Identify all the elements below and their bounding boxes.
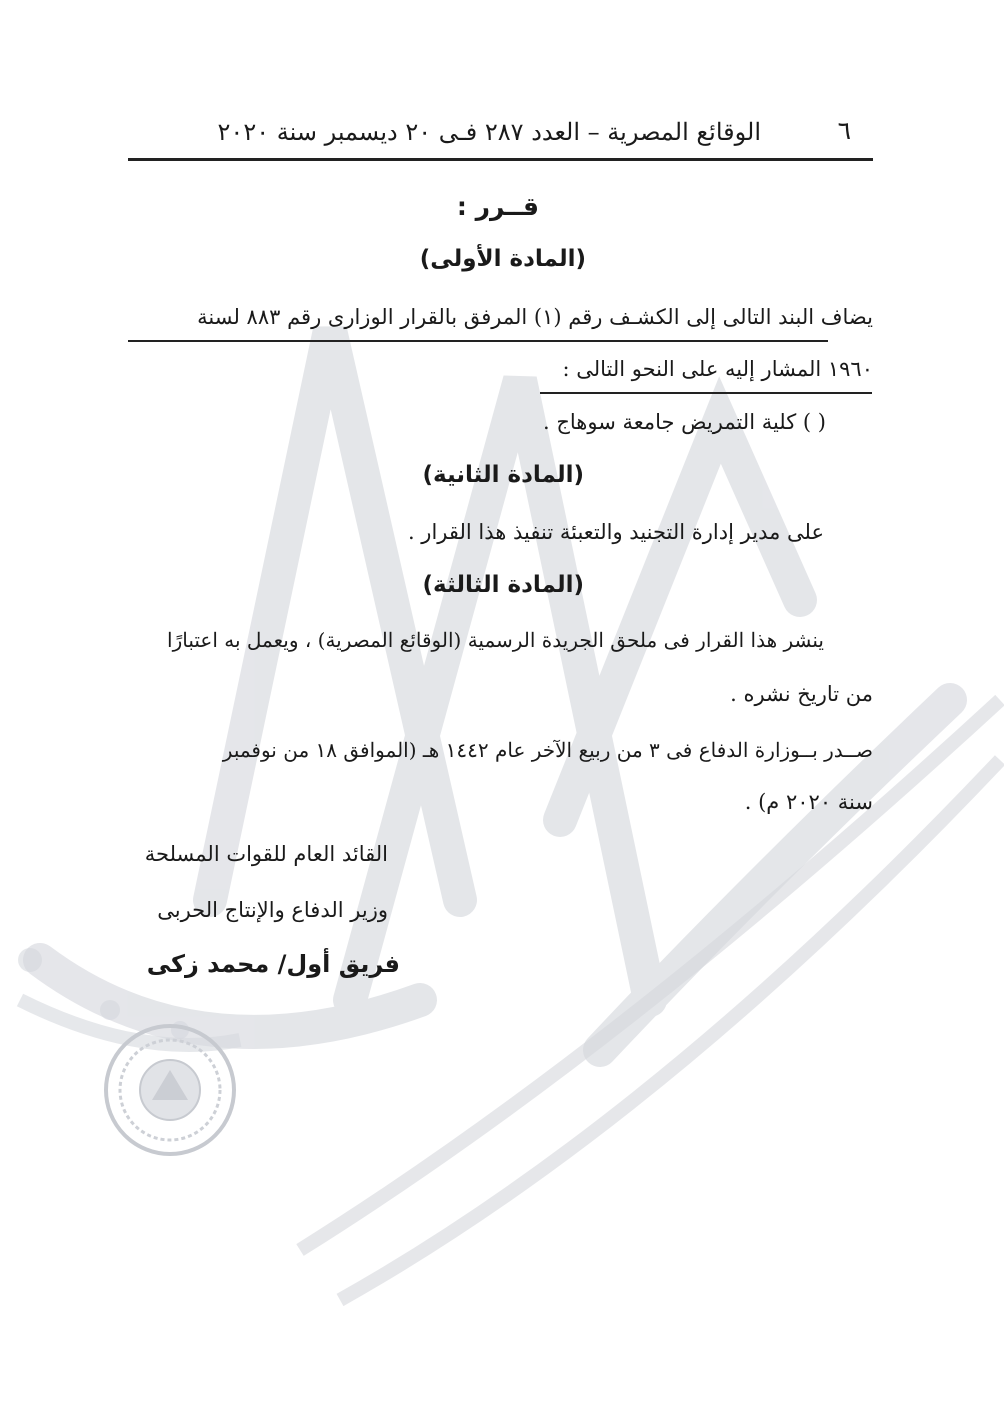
- issued-line-1: صــدر بــوزارة الدفاع فى ٣ من ربيع الآخر عام ١٤٤٢ هـ (الموافق ١٨ من نوفمبر: [222, 738, 873, 762]
- article-1-heading: (المادة الأولى): [419, 246, 586, 272]
- signature-role-1: القائد العام للقوات المسلحة: [144, 842, 388, 866]
- seal-emblem: [100, 1020, 240, 1160]
- article-1-line-1: يضاف البند التالى إلى الكشـف رقم (١) المرفق بالقرار الوزارى رقم ٨٨٣ لسنة: [197, 305, 873, 329]
- article-3-heading: (المادة الثالثة): [422, 572, 584, 598]
- issued-line-2: سنة ٢٠٢٠ م) .: [744, 790, 873, 814]
- page-number: ٦: [837, 116, 851, 145]
- article-3-line-1: ينشر هذا القرار فى ملحق الجريدة الرسمية (الوقائع المصرية) ، ويعمل به اعتبارًا: [167, 628, 824, 652]
- decided-heading: قــرر :: [456, 192, 539, 221]
- signatory-name: فريق أول/ محمد زكى: [146, 950, 400, 978]
- page-header: [128, 108, 873, 161]
- underline-2: [540, 392, 872, 394]
- underline-1: [128, 340, 828, 342]
- article-3-line-2: من تاريخ نشره .: [730, 682, 873, 706]
- gazette-title: الوقائع المصرية – العدد ٢٨٧ فـى ٢٠ ديسمبر سنة ٢٠٢٠: [217, 118, 761, 146]
- article-1-line-2: ١٩٦٠ المشار إليه على النحو التالى :: [562, 357, 873, 381]
- article-1-item: ( ) كلية التمريض جامعة سوهاج .: [542, 410, 826, 434]
- article-2-text: على مدير إدارة التجنيد والتعبئة تنفيذ هذا القرار .: [407, 520, 824, 544]
- signature-role-2: وزير الدفاع والإنتاج الحربى: [157, 898, 388, 922]
- article-2-heading: (المادة الثانية): [422, 462, 584, 488]
